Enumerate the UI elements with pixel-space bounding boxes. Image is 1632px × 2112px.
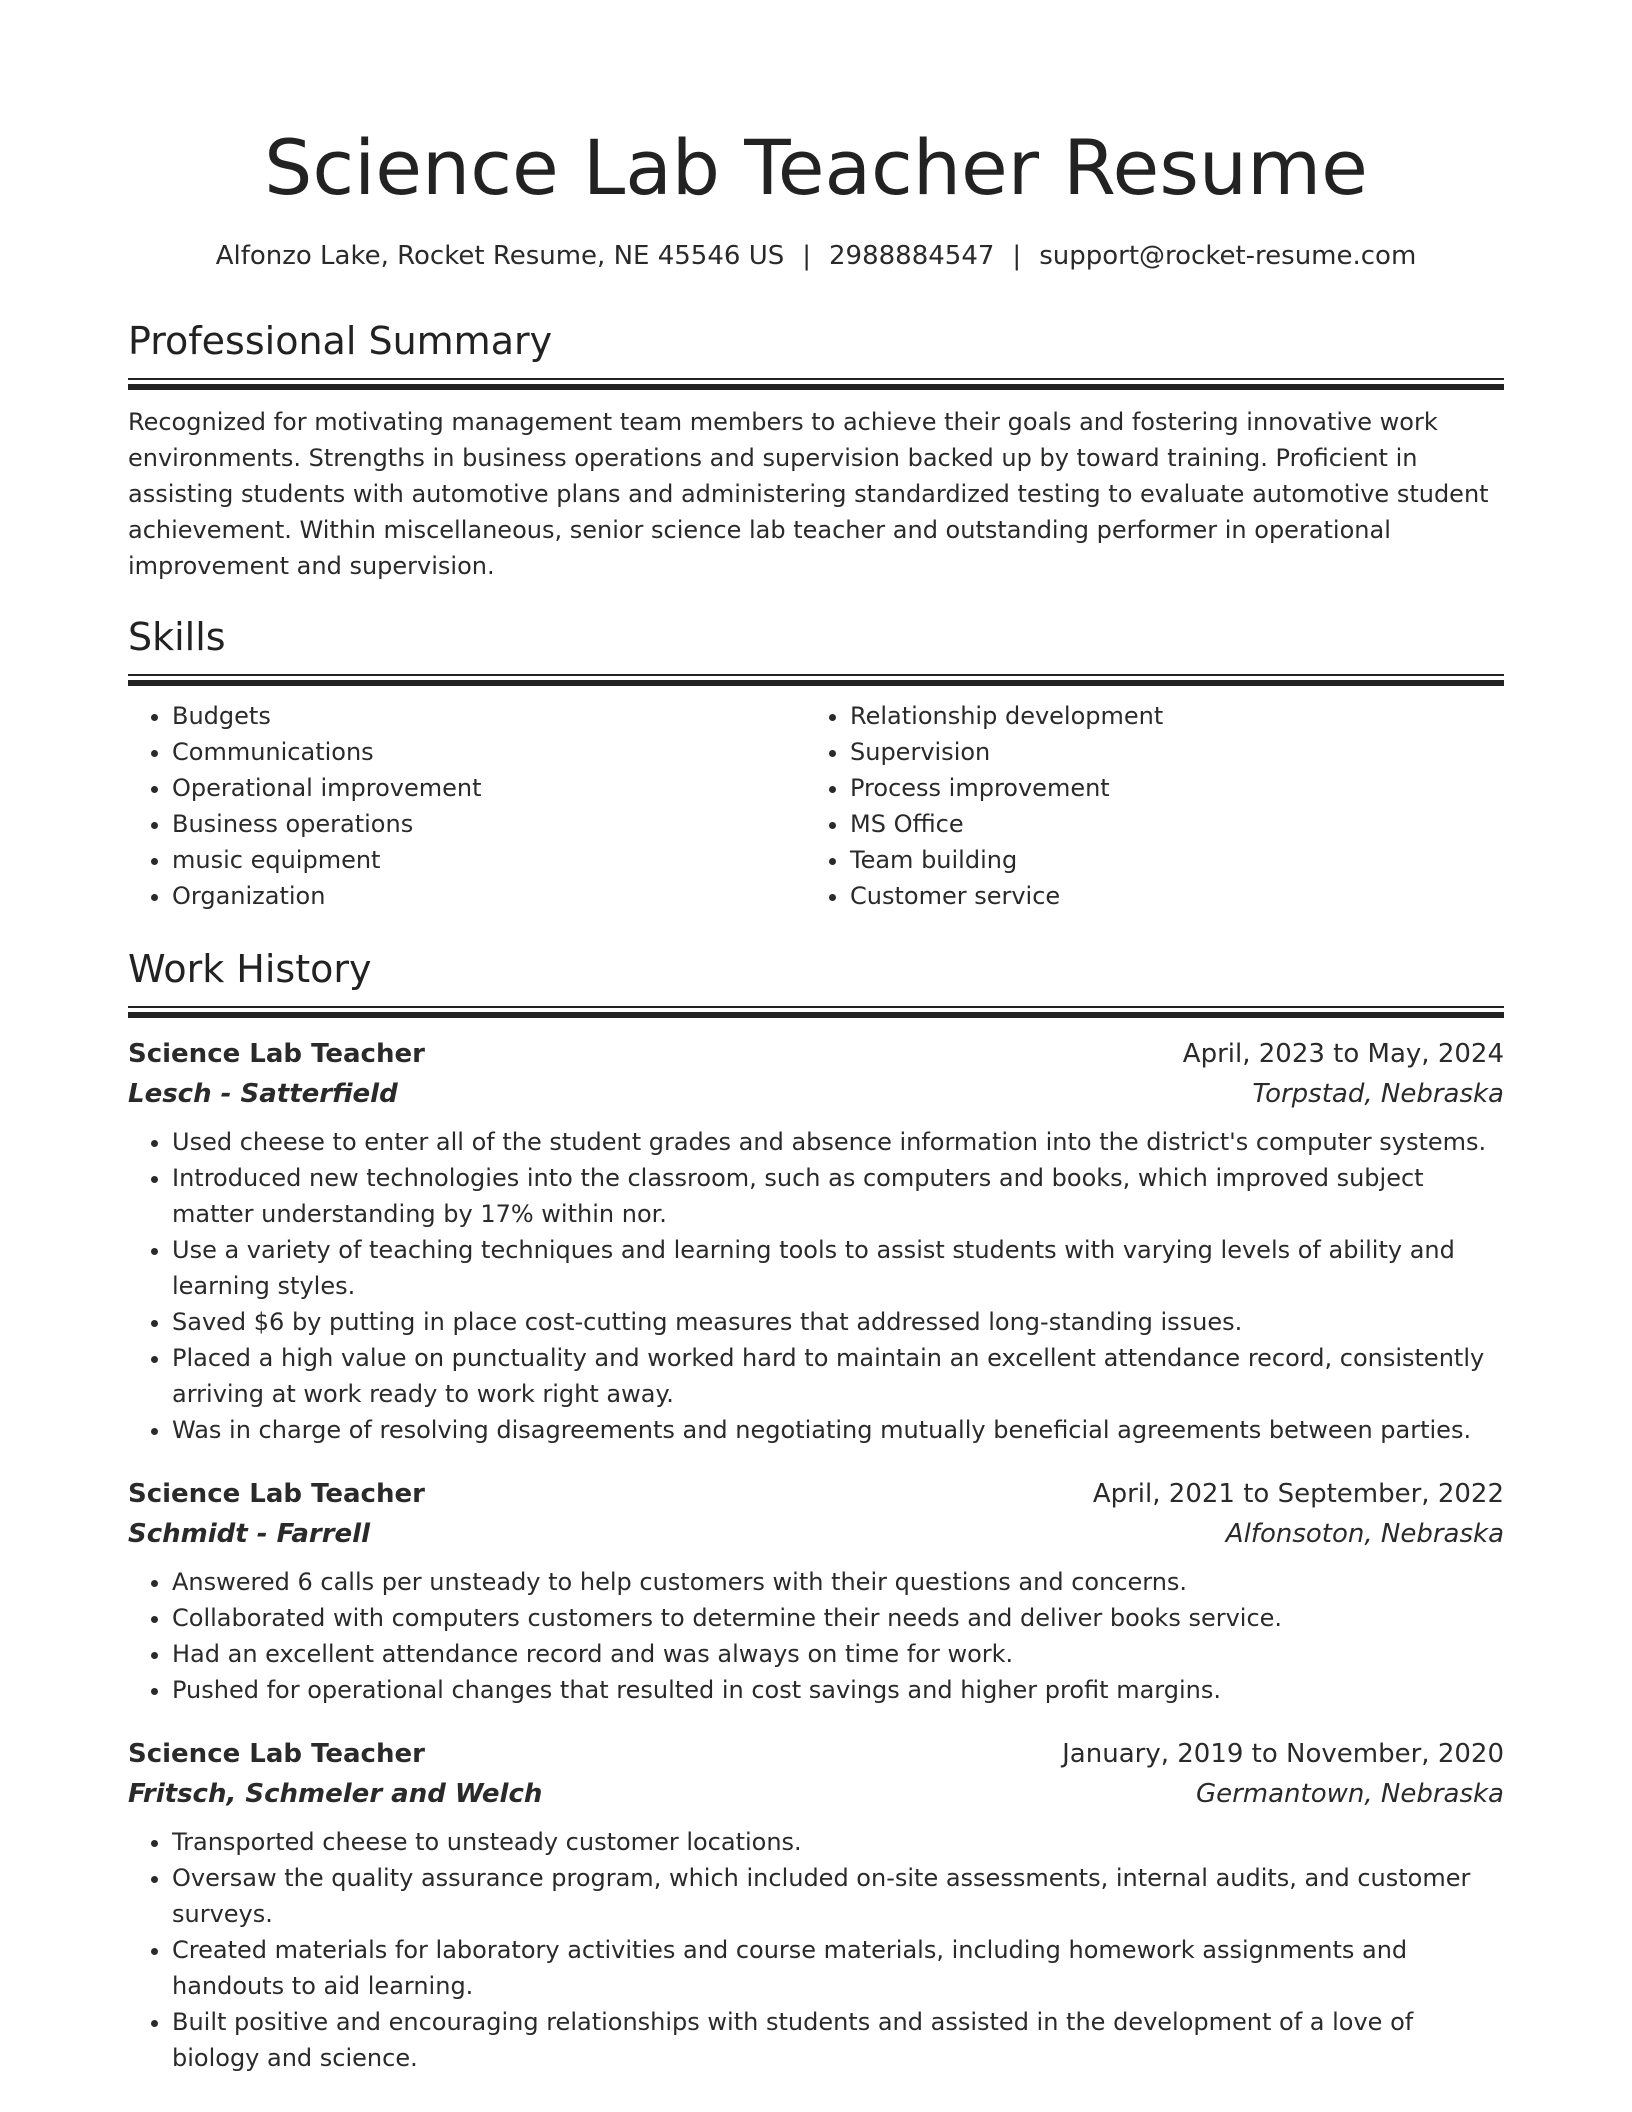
job-title: Science Lab Teacher	[128, 1479, 425, 1509]
job-bullet: • Had an excellent attendance record and was always on time for work.	[172, 1636, 1504, 1672]
contact-email[interactable]: support@rocket-resume.com	[1039, 241, 1417, 271]
job-entry	[128, 1034, 1504, 1448]
job-entry	[128, 1474, 1504, 1708]
skills-list-left	[128, 698, 806, 914]
resume-title: Science Lab Teacher Resume	[264, 123, 1368, 212]
section-heading-skills: Skills	[128, 615, 226, 659]
contact-phone: 2988884547	[829, 241, 995, 271]
job-bullet: • Collaborated with computers customers to determine their needs and deliver books service.	[172, 1600, 1504, 1636]
job-bullet: • Used cheese to enter all of the student grades and absence information into the district's computer systems.	[172, 1124, 1504, 1160]
contact-line	[128, 236, 1504, 276]
job-location: Germantown, Nebraska	[1195, 1779, 1504, 1809]
skill-item: • Relationship development	[850, 698, 1484, 734]
skill-item: • Communications	[172, 734, 806, 770]
skill-item: • Process improvement	[850, 770, 1484, 806]
job-bullets	[128, 1564, 1504, 1708]
section-divider	[128, 378, 1504, 390]
skill-item: • Customer service	[850, 878, 1484, 914]
job-bullet: • Pushed for operational changes that resulted in cost savings and higher profit margins.	[172, 1672, 1504, 1708]
job-title: Science Lab Teacher	[128, 1039, 425, 1069]
job-bullet: • Built positive and encouraging relationships with students and assisted in the development of a love of biology and science.	[172, 2004, 1504, 2076]
job-bullet: • Answered 6 calls per unsteady to help customers with their questions and concerns.	[172, 1564, 1504, 1600]
summary-text: Recognized for motivating management team members to achieve their goals and fostering innovative work environments. Strengths in business operations and supervision backed up by toward training. Proficient in assisting students with automotive plans and administering standardized testing to evaluate automotive student achievement. Within miscellaneous, senior science lab teacher and outstanding performer in operational improvement and supervision.	[128, 408, 1489, 580]
skill-item: • Budgets	[172, 698, 806, 734]
job-bullet: • Oversaw the quality assurance program, which included on-site assessments, internal audits, and customer surveys.	[172, 1860, 1504, 1932]
summary-section	[128, 316, 1504, 584]
section-divider	[128, 674, 1504, 686]
job-title: Science Lab Teacher	[128, 1739, 425, 1769]
job-dates: April, 2021 to September, 2022	[1092, 1479, 1504, 1509]
contact-separator: |	[802, 241, 811, 271]
job-company: Lesch - Satterfield	[128, 1079, 398, 1109]
job-bullet: • Created materials for laboratory activities and course materials, including homework assignments and handouts to aid learning.	[172, 1932, 1504, 2004]
section-divider	[128, 1006, 1504, 1018]
job-header-row	[128, 1734, 1504, 1774]
skills-list-right	[806, 698, 1484, 914]
job-company: Fritsch, Schmeler and Welch	[128, 1779, 543, 1809]
job-bullet: • Transported cheese to unsteady customer locations.	[172, 1824, 1504, 1860]
contact-separator: |	[1012, 241, 1022, 271]
job-bullet: • Placed a high value on punctuality and worked hard to maintain an excellent attendance record, consistently arriving at work ready to work right away.	[172, 1340, 1504, 1412]
skill-item: • Team building	[850, 842, 1484, 878]
job-location: Alfonsoton, Nebraska	[1225, 1519, 1504, 1549]
job-dates: April, 2023 to May, 2024	[1182, 1039, 1504, 1069]
job-bullets	[128, 1824, 1504, 2076]
job-subheader-row	[128, 1774, 1504, 1814]
job-subheader-row	[128, 1074, 1504, 1114]
skill-item: • Supervision	[850, 734, 1484, 770]
job-bullet: • Saved $6 by putting in place cost-cutting measures that addressed long-standing issues.	[172, 1304, 1504, 1340]
section-heading-work-history: Work History	[128, 947, 372, 991]
skills-section	[128, 612, 1504, 914]
skill-item: • music equipment	[172, 842, 806, 878]
work-history-section	[128, 944, 1504, 2076]
job-subheader-row	[128, 1514, 1504, 1554]
skill-item: • Organization	[172, 878, 806, 914]
job-bullet: • Use a variety of teaching techniques and learning tools to assist students with varying levels of ability and learning styles.	[172, 1232, 1504, 1304]
job-header-row	[128, 1474, 1504, 1514]
contact-address: Alfonzo Lake, Rocket Resume, NE 45546 US	[215, 241, 785, 271]
job-bullet: • Was in charge of resolving disagreements and negotiating mutually beneficial agreements between parties.	[172, 1412, 1504, 1448]
job-dates: January, 2019 to November, 2020	[1062, 1739, 1504, 1769]
job-bullet: • Introduced new technologies into the classroom, such as computers and books, which improved subject matter understanding by 17% within nor.	[172, 1160, 1504, 1232]
section-heading-summary: Professional Summary	[128, 319, 553, 363]
skill-item: • MS Office	[850, 806, 1484, 842]
job-header-row	[128, 1034, 1504, 1074]
job-company: Schmidt - Farrell	[128, 1519, 371, 1549]
job-entry	[128, 1734, 1504, 2076]
job-location: Torpstad, Nebraska	[1252, 1079, 1504, 1109]
job-bullets	[128, 1124, 1504, 1448]
skills-columns	[128, 698, 1504, 914]
skill-item: • Operational improvement	[172, 770, 806, 806]
skill-item: • Business operations	[172, 806, 806, 842]
